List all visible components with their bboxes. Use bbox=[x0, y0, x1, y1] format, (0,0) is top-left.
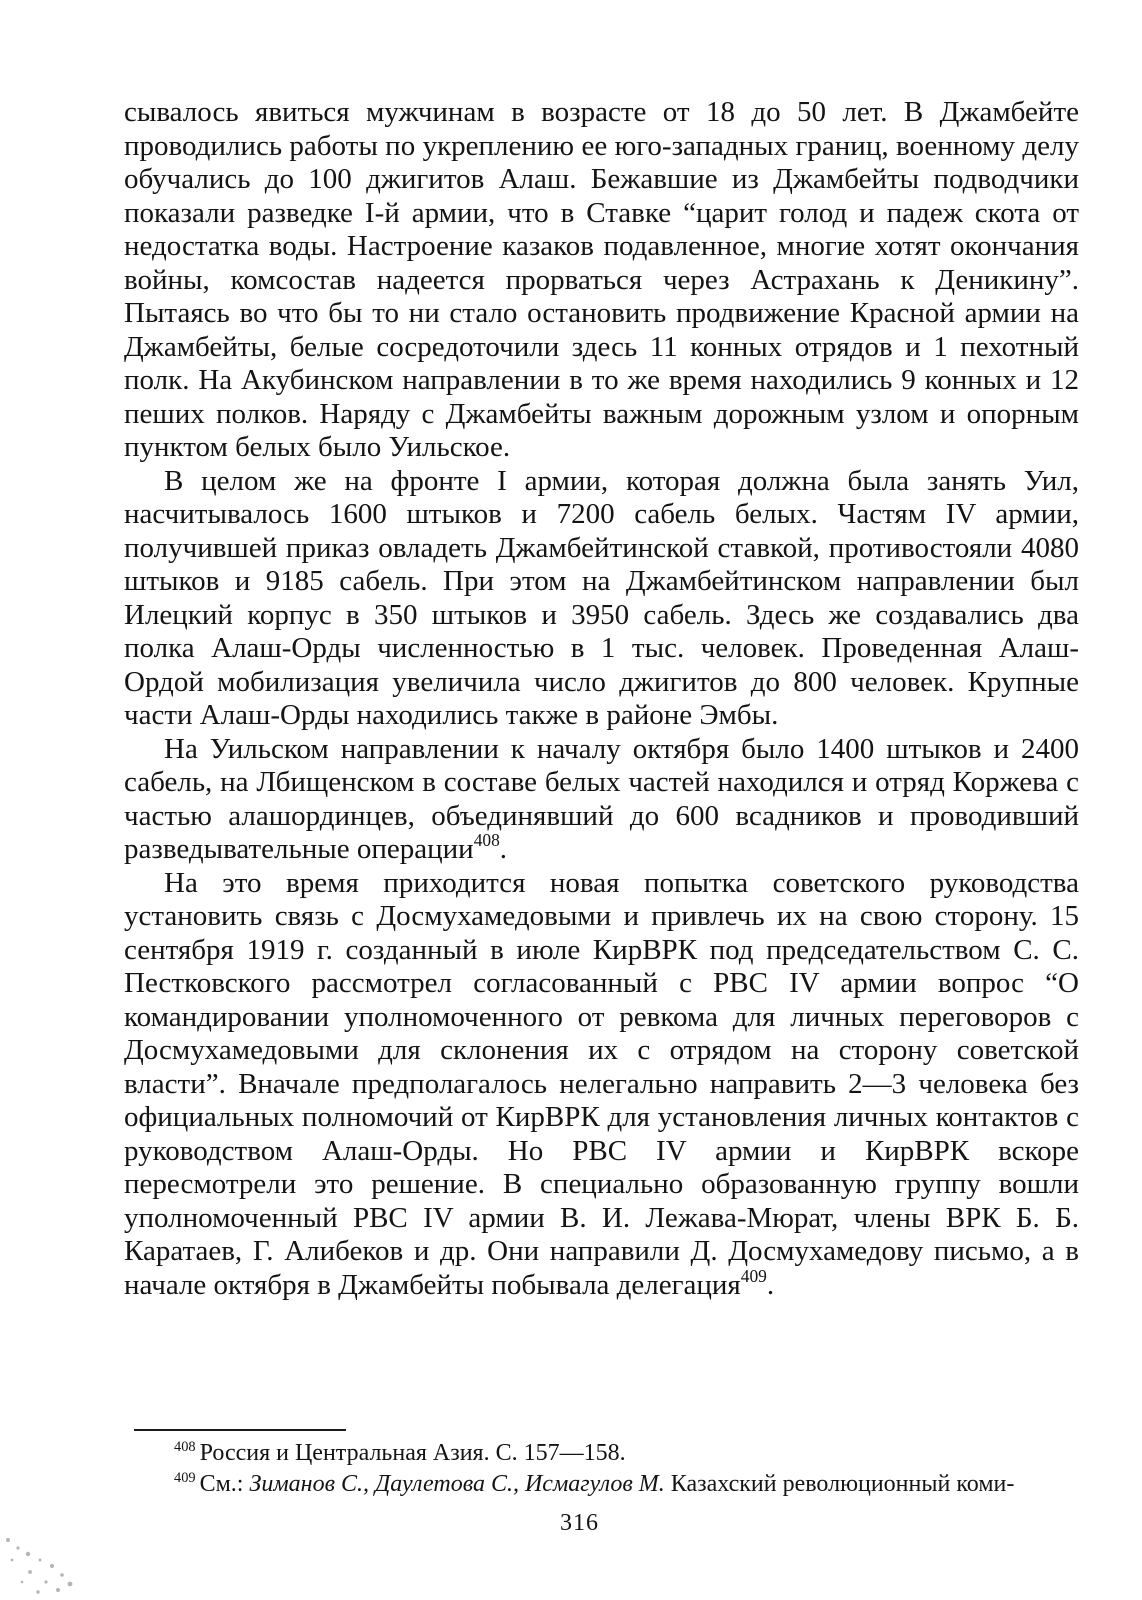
footnote-separator bbox=[134, 1429, 346, 1431]
scan-artifact bbox=[0, 1520, 110, 1600]
text-run: На Уильском направлении к началу октября было 1400 штыков и 2400 сабель, на Лбищенском в составе белых частей находился и отряд Коржева с частью алашординцев, объединявший до 600 всадников и проводивший разведывательные операции bbox=[124, 732, 1079, 865]
author-names: Зиманов С., Даулетова С., Исмагулов М. bbox=[249, 1471, 665, 1497]
body-text bbox=[124, 96, 1079, 1302]
paragraph bbox=[124, 867, 1079, 1303]
footnote-reference: 408 bbox=[473, 829, 500, 850]
footnotes bbox=[134, 1438, 1079, 1500]
text-run: В целом же на фронте I армии, которая должна была занять Уил, насчитывалось 1600 штыков и 7200 сабель белых. Частям IV армии, получившей приказ овладеть Джамбейтинской ставкой, противостояли 4080 штыков и 9185 сабель. При этом на Джамбейтинском направлении был Илецкий корпус в 350 штыков и 3950 сабель. Здесь же создавались два полка Алаш-Орды численностью в 1 тыс. человек. Проведенная Алаш-Ордой мобилизация увеличила число джигитов до 800 человек. Крупные части Алаш-Орды находились также в районе Эмбы. bbox=[124, 464, 1079, 731]
footnote-number: 408 bbox=[174, 1439, 196, 1456]
text-run: . bbox=[499, 833, 508, 865]
text-run: . bbox=[766, 1268, 775, 1301]
text-run: Россия и Центральная Азия. С. 157—158. bbox=[199, 1440, 626, 1466]
footnote bbox=[134, 1438, 1079, 1469]
footnote-reference: 409 bbox=[740, 1265, 767, 1286]
footnote bbox=[134, 1469, 1079, 1500]
paragraph bbox=[124, 96, 1079, 465]
page-number: 316 bbox=[560, 1510, 599, 1536]
footnote-number: 409 bbox=[174, 1470, 196, 1487]
paragraph bbox=[124, 465, 1079, 733]
text-run: См.: bbox=[199, 1471, 250, 1497]
text-run: сывалось явиться мужчинам в возрасте от 18 до 50 лет. В Джамбейте проводились работы по укреплению ее юго-западных границ, военному делу обучались до 100 джигитов Алаш. Бежавшие из Джамбейты подводчики показали разведке I-й армии, что в Ставке “царит голод и падеж скота от недостатка воды. Настроение казаков подавленное, многие хотят окончания войны, комсостав надеется прорваться через Астрахань к Деникину”. Пытаясь во что бы то ни стало остановить продвижение Красной армии на Джамбейты, белые сосредоточили здесь 11 конных отрядов и 1 пехотный полк. На Акубинском направлении в то же время находились 9 конных и 12 пеших полков. Наряду с Джамбейты важным дорожным узлом и опорным пунктом белых было Уильское. bbox=[124, 96, 1079, 463]
paragraph bbox=[124, 733, 1079, 867]
text-run: На это время приходится новая попытка советского руководства установить связь с Досмухамедовыми и привлечь их на свою сторону. 15 сентября 1919 г. созданный в июле КирВРК под председательством С. С. Пестковского рассмотрел согласованный с РВС IV армии вопрос “О командировании уполномоченного от ревкома для личных переговоров с Досмухамедовыми для склонения их с отрядом на сторону советской власти”. Вначале предполагалось нелегально направить 2—3 человека без официальных полномочий от КирВРК для установления личных контактов с руководством Алаш-Орды. Но РВС IV армии и КирВРК вскоре пересмотрели это решение. В специально образованную группу вошли уполномоченный РВС IV армии В. И. Лежава-Мюрат, члены ВРК Б. Б. Каратаев, Г. Алибеков и др. Они направили Д. Досмухамедову письмо, а в начале октября в Джамбейты побывала делегация bbox=[124, 866, 1079, 1301]
text-run: Казахский революционный коми- bbox=[664, 1471, 1015, 1497]
